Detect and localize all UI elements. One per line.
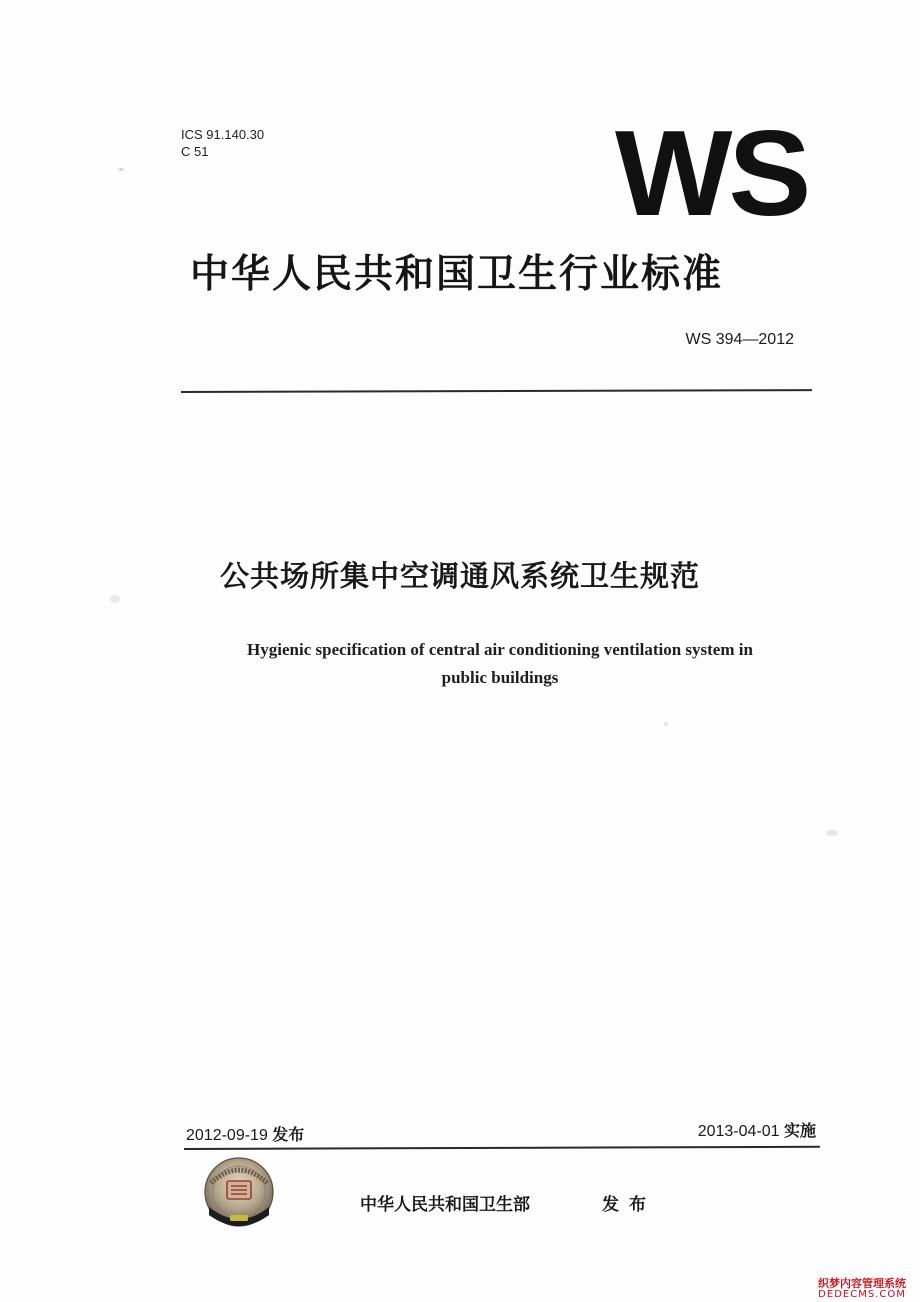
english-title-line-1: Hygienic specification of central air conditioning ventilation system in <box>247 640 753 659</box>
issuing-authority: 中华人民共和国卫生部 <box>360 1195 530 1215</box>
document-title-chinese: 公共场所集中空调通风系统卫生规范 <box>219 559 700 593</box>
ccs-code: C 51 <box>181 144 209 159</box>
header-divider <box>181 389 812 393</box>
issue-date: 2012-09-19 <box>186 1127 268 1144</box>
footer-divider <box>184 1146 820 1150</box>
scan-speck <box>664 722 668 726</box>
implementation-date-block <box>698 1122 816 1142</box>
issue-label: 发布 <box>272 1127 305 1144</box>
site-watermark <box>806 1278 918 1300</box>
english-title-line-2: public buildings <box>441 668 559 687</box>
ics-code: ICS 91.140.30 <box>181 127 265 142</box>
issuing-action: 发布 <box>602 1195 656 1215</box>
anti-counterfeit-seal-icon <box>203 1155 275 1237</box>
document-title-english <box>200 636 800 692</box>
scan-speck <box>826 830 838 836</box>
scan-speck <box>110 595 120 603</box>
standard-number: WS 394—2012 <box>685 331 794 348</box>
implementation-date: 2013-04-01 <box>697 1123 780 1140</box>
ws-logo: WS <box>615 105 808 241</box>
issue-date-block <box>186 1126 304 1146</box>
scan-speck <box>118 168 124 171</box>
implementation-label: 实施 <box>783 1123 816 1140</box>
standard-category-title: 中华人民共和国卫生行业标准 <box>190 252 724 297</box>
watermark-text: 织梦内容管理系统 <box>818 1277 906 1290</box>
watermark-domain: DEDECMS.COM <box>818 1289 906 1300</box>
classification-codes <box>181 126 264 160</box>
